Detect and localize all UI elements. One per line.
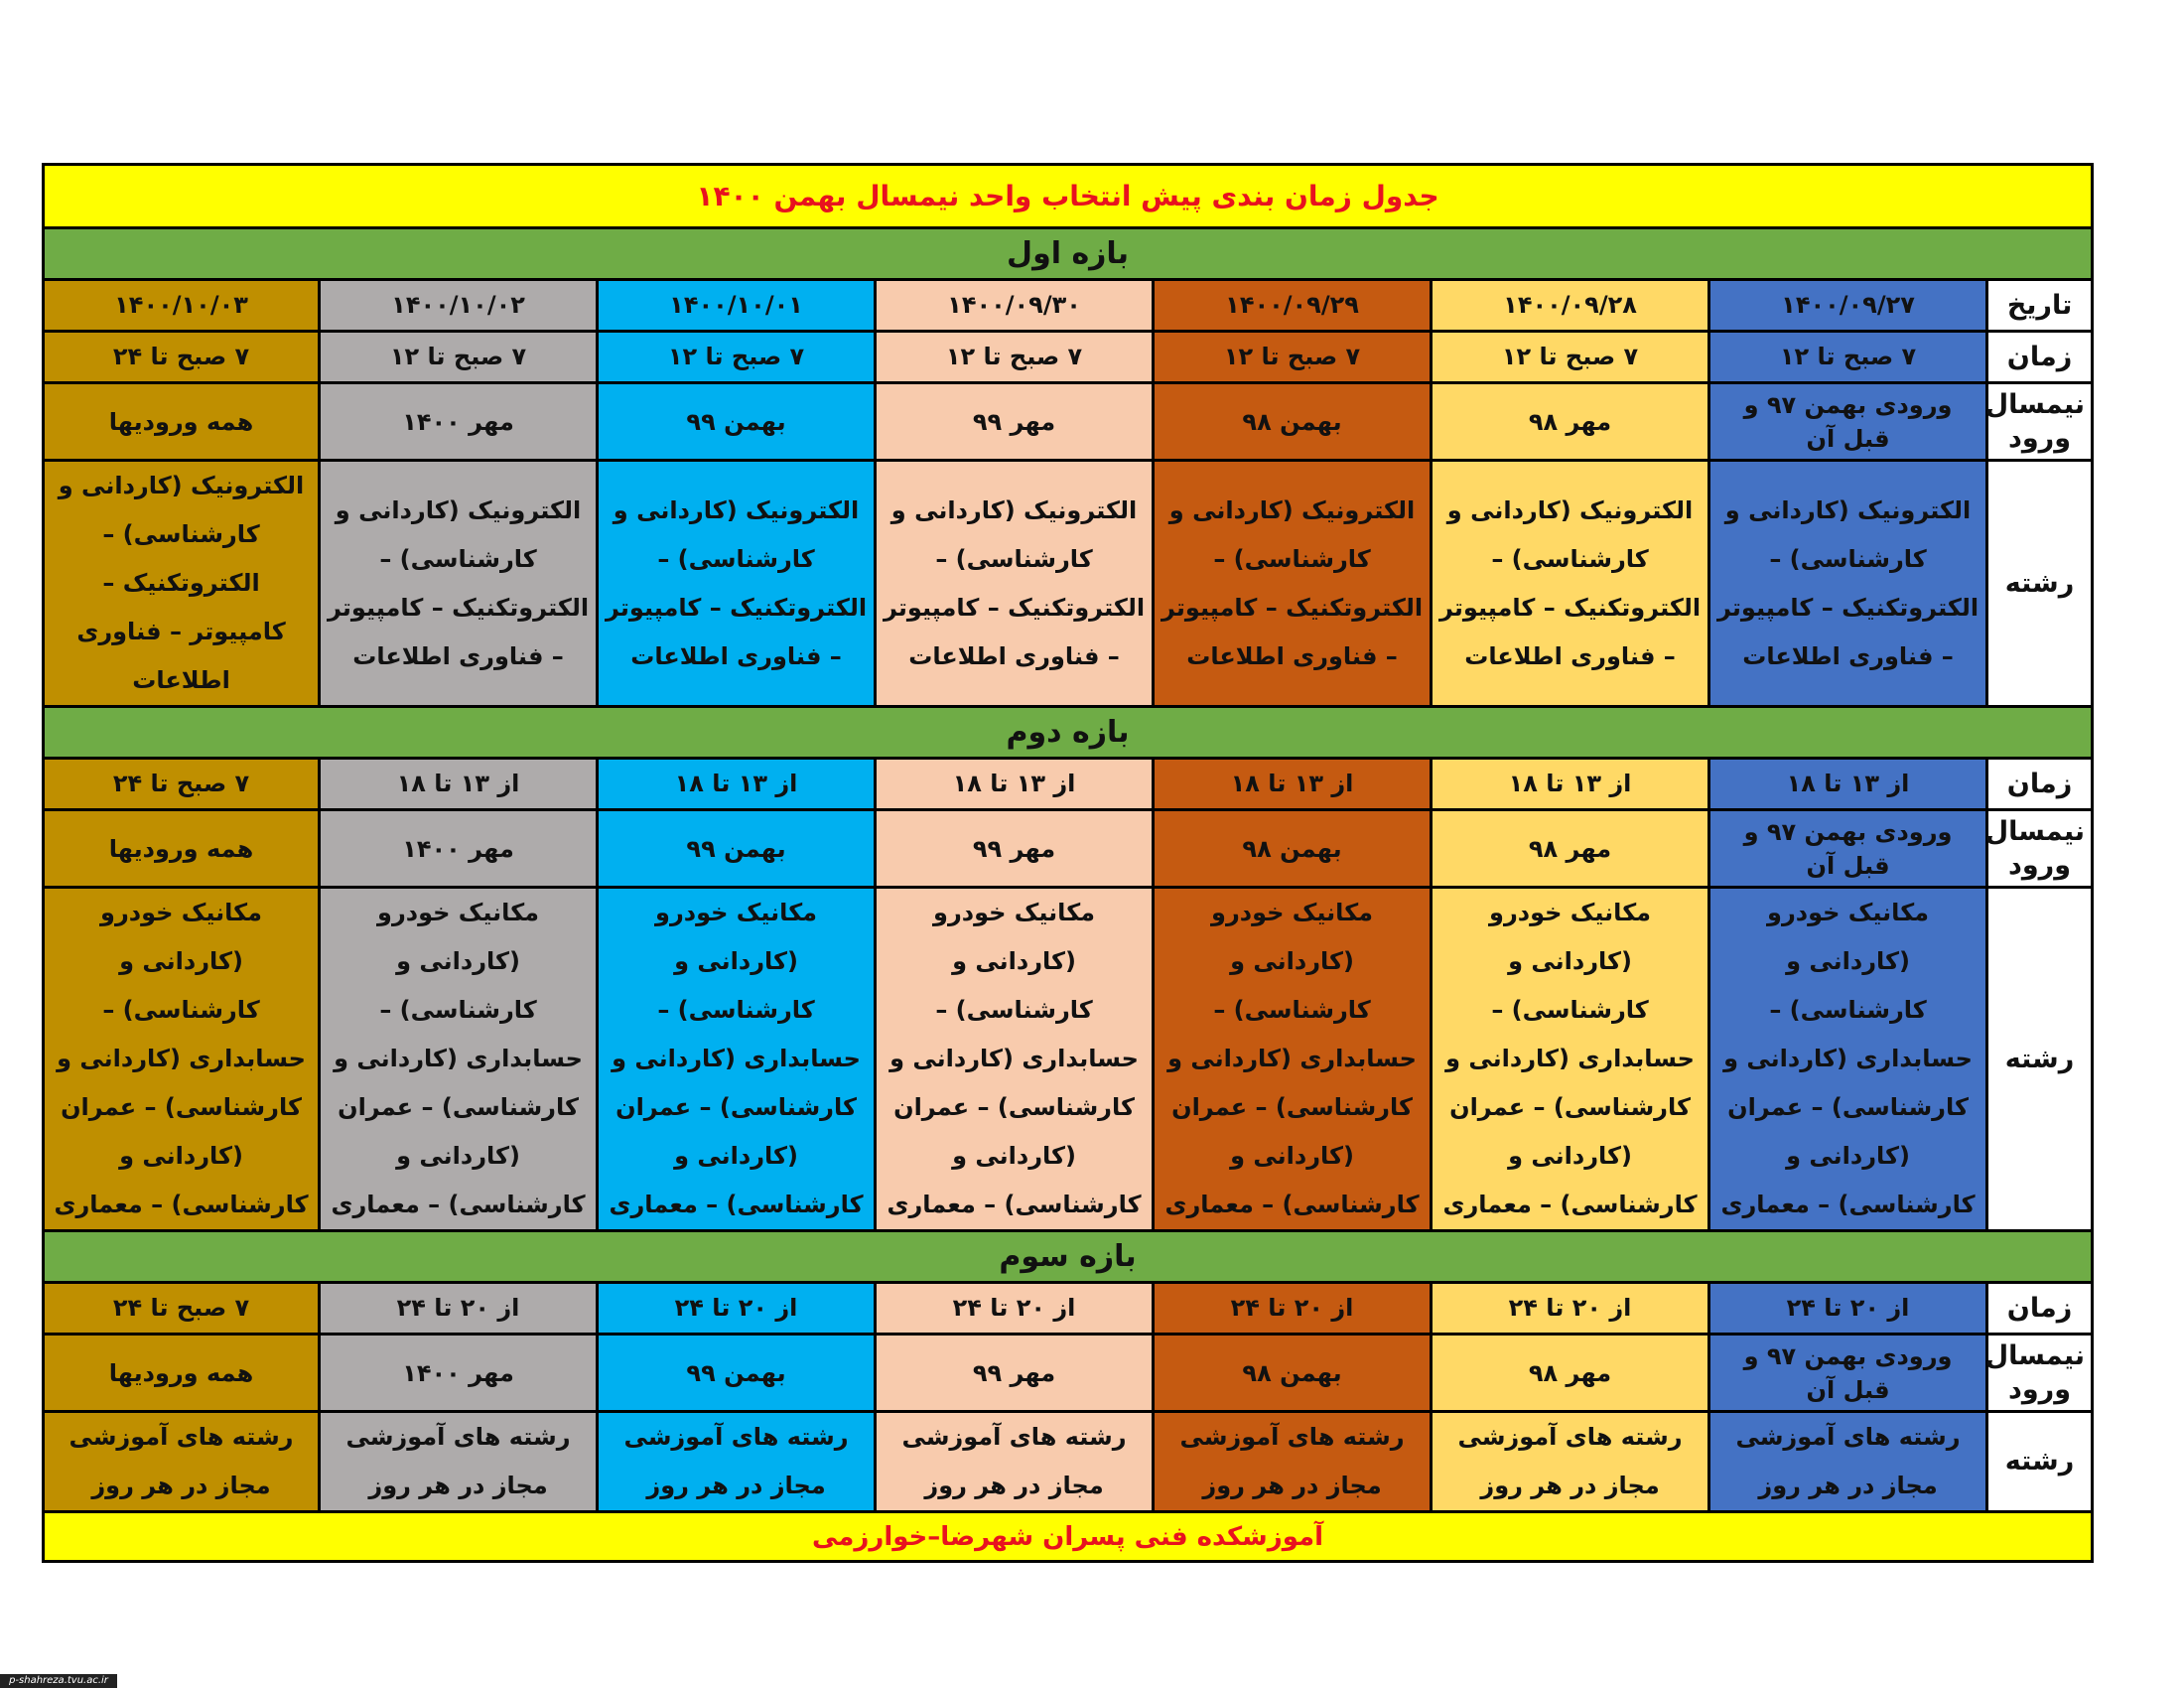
major-cell: رشته های آموزشی مجاز در هر روز (44, 1412, 320, 1512)
major-cell: رشته های آموزشی مجاز در هر روز (1432, 1412, 1709, 1512)
major-cell: الکترونیک (کاردانی و کارشناسی) – الکتروتکنیک – کامپیوتر – فناوری اطلاعات (598, 461, 876, 707)
date-cell: ۱۴۰۰/۱۰/۰۱ (598, 280, 876, 332)
row-label-major: رشته (1987, 1412, 2093, 1512)
time-cell: از ۱۳ تا ۱۸ (1709, 759, 1987, 810)
time-cell: از ۱۳ تا ۱۸ (1154, 759, 1432, 810)
row-label-time: زمان (1987, 1283, 2093, 1335)
time-cell: از ۱۳ تا ۱۸ (598, 759, 876, 810)
major-cell: مکانیک خودرو (کاردانی و کارشناسی) – حسابداری (کاردانی و کارشناسی) – عمران (کاردانی و کارشناسی) – معماری (320, 888, 598, 1231)
semester-cell: ورودی بهمن ۹۷ و قبل آن (1709, 383, 1987, 461)
major-cell: الکترونیک (کاردانی و کارشناسی) – الکتروتکنیک – کامپیوتر – فناوری اطلاعات (876, 461, 1154, 707)
semester-cell: مهر ۱۴۰۰ (320, 383, 598, 461)
period-heading: بازه اول (44, 228, 2093, 280)
institute-footer: آموزشکده فنی پسران شهرضا–خوارزمی (44, 1512, 2093, 1562)
period-heading: بازه دوم (44, 707, 2093, 759)
semester-cell: مهر ۹۹ (876, 383, 1154, 461)
date-cell: ۱۴۰۰/۰۹/۲۹ (1154, 280, 1432, 332)
row-label-time: زمان (1987, 759, 2093, 810)
semester-cell: مهر ۹۸ (1432, 1335, 1709, 1412)
date-cell: ۱۴۰۰/۰۹/۲۸ (1432, 280, 1709, 332)
time-cell: ۷ صبح تا ۱۲ (320, 332, 598, 383)
time-cell: از ۱۳ تا ۱۸ (1432, 759, 1709, 810)
semester-cell: مهر ۱۴۰۰ (320, 1335, 598, 1412)
semester-cell: همه ورودیها (44, 383, 320, 461)
date-cell: ۱۴۰۰/۱۰/۰۲ (320, 280, 598, 332)
semester-cell: بهمن ۹۹ (598, 1335, 876, 1412)
semester-cell: مهر ۱۴۰۰ (320, 810, 598, 888)
semester-cell: مهر ۹۸ (1432, 383, 1709, 461)
time-cell: از ۲۰ تا ۲۴ (1709, 1283, 1987, 1335)
time-cell: ۷ صبح تا ۱۲ (876, 332, 1154, 383)
time-cell: ۷ صبح تا ۱۲ (1432, 332, 1709, 383)
semester-cell: مهر ۹۹ (876, 1335, 1154, 1412)
time-cell: ۷ صبح تا ۱۲ (598, 332, 876, 383)
date-cell: ۱۴۰۰/۱۰/۰۳ (44, 280, 320, 332)
major-cell: مکانیک خودرو (کاردانی و کارشناسی) – حسابداری (کاردانی و کارشناسی) – عمران (کاردانی و کارشناسی) – معماری (1432, 888, 1709, 1231)
date-cell: ۱۴۰۰/۰۹/۲۷ (1709, 280, 1987, 332)
major-cell: رشته های آموزشی مجاز در هر روز (320, 1412, 598, 1512)
major-cell: الکترونیک (کاردانی و کارشناسی) – الکتروتکنیک – کامپیوتر – فناوری اطلاعات (320, 461, 598, 707)
time-cell: ۷ صبح تا ۱۲ (1709, 332, 1987, 383)
semester-cell: بهمن ۹۹ (598, 383, 876, 461)
row-label-semester: نیمسال ورود (1987, 383, 2093, 461)
major-cell: مکانیک خودرو (کاردانی و کارشناسی) – حسابداری (کاردانی و کارشناسی) – عمران (کاردانی و کارشناسی) – معماری (44, 888, 320, 1231)
period-heading: بازه سوم (44, 1231, 2093, 1283)
site-watermark: p-shahreza.tvu.ac.ir (0, 1674, 117, 1688)
time-cell: ۷ صبح تا ۲۴ (44, 759, 320, 810)
date-cell: ۱۴۰۰/۰۹/۳۰ (876, 280, 1154, 332)
major-cell: الکترونیک (کاردانی و کارشناسی) – الکتروتکنیک – کامپیوتر – فناوری اطلاعات (1709, 461, 1987, 707)
time-cell: ۷ صبح تا ۲۴ (44, 332, 320, 383)
row-label-semester: نیمسال ورود (1987, 1335, 2093, 1412)
schedule-title: جدول زمان بندی پیش انتخاب واحد نیمسال بهمن ۱۴۰۰ (44, 165, 2093, 228)
time-cell: از ۲۰ تا ۲۴ (320, 1283, 598, 1335)
semester-cell: ورودی بهمن ۹۷ و قبل آن (1709, 1335, 1987, 1412)
semester-cell: همه ورودیها (44, 810, 320, 888)
semester-cell: بهمن ۹۸ (1154, 810, 1432, 888)
major-cell: مکانیک خودرو (کاردانی و کارشناسی) – حسابداری (کاردانی و کارشناسی) – عمران (کاردانی و کارشناسی) – معماری (1709, 888, 1987, 1231)
semester-cell: ورودی بهمن ۹۷ و قبل آن (1709, 810, 1987, 888)
time-cell: از ۲۰ تا ۲۴ (876, 1283, 1154, 1335)
semester-cell: بهمن ۹۸ (1154, 383, 1432, 461)
semester-cell: مهر ۹۹ (876, 810, 1154, 888)
row-label-major: رشته (1987, 888, 2093, 1231)
semester-cell: بهمن ۹۹ (598, 810, 876, 888)
major-cell: رشته های آموزشی مجاز در هر روز (876, 1412, 1154, 1512)
schedule-table (42, 163, 2094, 1563)
time-cell: از ۲۰ تا ۲۴ (1154, 1283, 1432, 1335)
major-cell: مکانیک خودرو (کاردانی و کارشناسی) – حسابداری (کاردانی و کارشناسی) – عمران (کاردانی و کارشناسی) – معماری (1154, 888, 1432, 1231)
major-cell: رشته های آموزشی مجاز در هر روز (1154, 1412, 1432, 1512)
row-label-major: رشته (1987, 461, 2093, 707)
semester-cell: همه ورودیها (44, 1335, 320, 1412)
row-label-date: تاریخ (1987, 280, 2093, 332)
major-cell: رشته های آموزشی مجاز در هر روز (598, 1412, 876, 1512)
time-cell: ۷ صبح تا ۱۲ (1154, 332, 1432, 383)
row-label-time: زمان (1987, 332, 2093, 383)
major-cell: الکترونیک (کاردانی و کارشناسی) – الکتروتکنیک – کامپیوتر – فناوری اطلاعات (44, 461, 320, 707)
semester-cell: بهمن ۹۸ (1154, 1335, 1432, 1412)
major-cell: مکانیک خودرو (کاردانی و کارشناسی) – حسابداری (کاردانی و کارشناسی) – عمران (کاردانی و کارشناسی) – معماری (598, 888, 876, 1231)
major-cell: الکترونیک (کاردانی و کارشناسی) – الکتروتکنیک – کامپیوتر – فناوری اطلاعات (1154, 461, 1432, 707)
time-cell: از ۲۰ تا ۲۴ (1432, 1283, 1709, 1335)
time-cell: ۷ صبح تا ۲۴ (44, 1283, 320, 1335)
major-cell: رشته های آموزشی مجاز در هر روز (1709, 1412, 1987, 1512)
row-label-semester: نیمسال ورود (1987, 810, 2093, 888)
semester-cell: مهر ۹۸ (1432, 810, 1709, 888)
major-cell: الکترونیک (کاردانی و کارشناسی) – الکتروتکنیک – کامپیوتر – فناوری اطلاعات (1432, 461, 1709, 707)
time-cell: از ۱۳ تا ۱۸ (876, 759, 1154, 810)
major-cell: مکانیک خودرو (کاردانی و کارشناسی) – حسابداری (کاردانی و کارشناسی) – عمران (کاردانی و کارشناسی) – معماری (876, 888, 1154, 1231)
time-cell: از ۲۰ تا ۲۴ (598, 1283, 876, 1335)
time-cell: از ۱۳ تا ۱۸ (320, 759, 598, 810)
